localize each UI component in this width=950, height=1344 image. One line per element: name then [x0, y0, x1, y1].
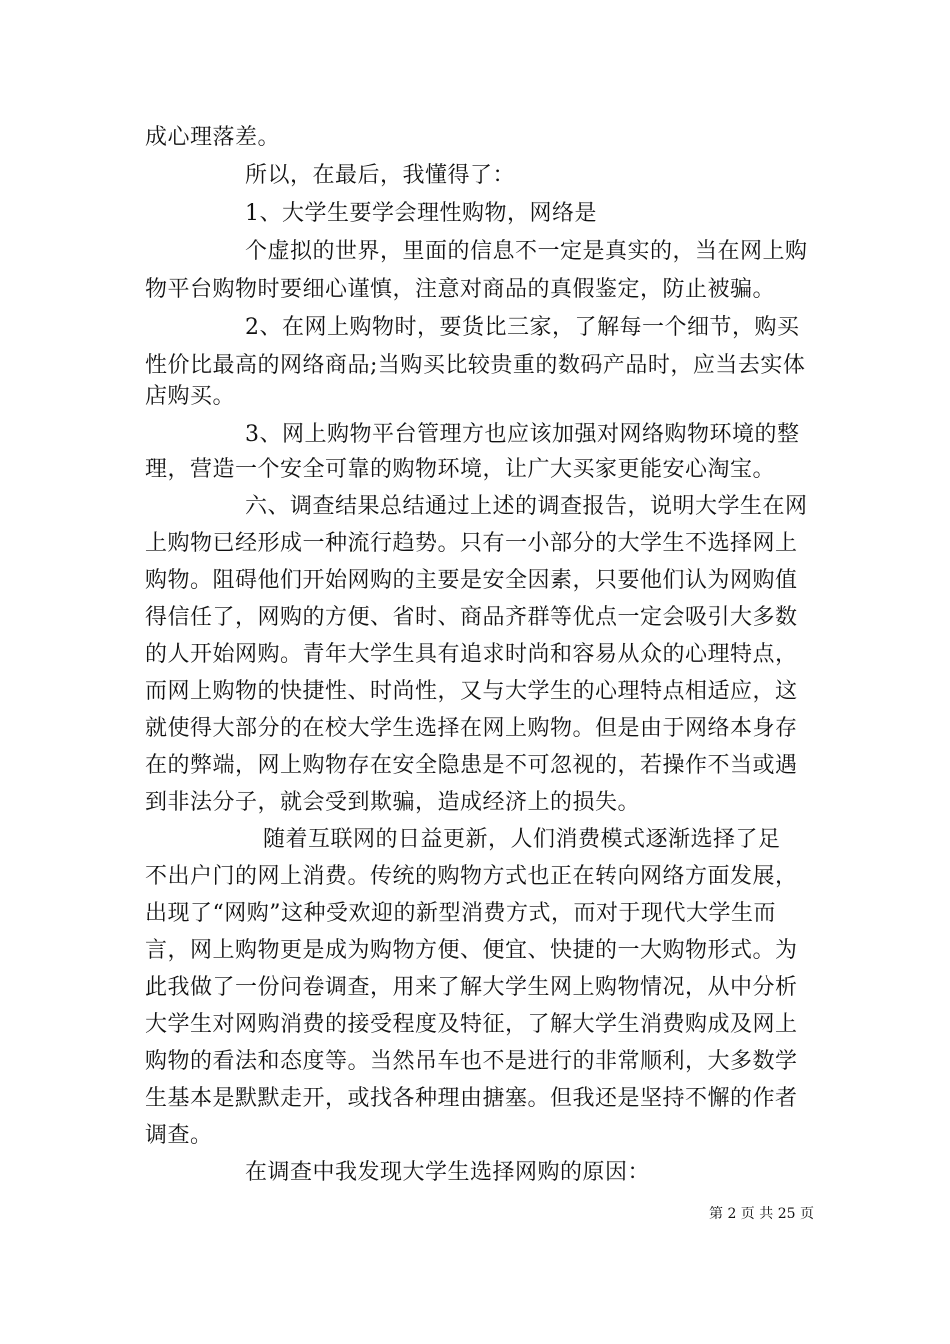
text-line: 物平台购物时要细心谨慎，注意对商品的真假鉴定，防止被骗。	[145, 277, 776, 302]
text-line: 大学生对网购消费的接受程度及特征，了解大学生消费购成及网上	[145, 1012, 798, 1037]
text-line: 此我做了一份问卷调查，用来了解大学生网上购物情况，从中分析	[145, 975, 798, 1000]
text-line: 的人开始网购。青年大学生具有追求时尚和容易从众的心理特点，	[145, 642, 798, 667]
text-line: 在调查中我发现大学生选择网购的原因：	[245, 1160, 651, 1185]
text-line: 购物。阻碍他们开始网购的主要是安全因素，只要他们认为网购值	[145, 568, 798, 593]
text-line: 随着互联网的日益更新，人们消费模式逐渐选择了足	[263, 827, 781, 852]
text-line: 3、网上购物平台管理方也应该加强对网络购物环境的整	[245, 422, 800, 447]
text-line: 理，营造一个安全可靠的购物环境，让广大买家更能安心淘宝。	[145, 457, 776, 482]
text-line: 成心理落差。	[145, 125, 281, 150]
text-line: 生基本是默默走开，或找各种理由搪塞。但我还是坚持不懈的作者	[145, 1086, 798, 1111]
text-line: 不出户门的网上消费。传统的购物方式也正在转向网络方面发展，	[145, 864, 798, 889]
text-line: 调查。	[145, 1123, 213, 1148]
text-line: 到非法分子，就会受到欺骗，造成经济上的损失。	[145, 790, 641, 815]
text-line: 店购买。	[145, 384, 236, 409]
text-line: 个虚拟的世界，里面的信息不一定是真实的，当在网上购	[245, 239, 808, 264]
text-line: 购物的看法和态度等。当然吊车也不是进行的非常顺利，大多数学	[145, 1049, 798, 1074]
text-line: 六、调查结果总结通过上述的调查报告，说明大学生在网	[245, 494, 808, 519]
text-line: 而网上购物的快捷性、时尚性，又与大学生的心理特点相适应，这	[145, 679, 798, 704]
text-line: 上购物已经形成一种流行趋势。只有一小部分的大学生不选择网上	[145, 531, 798, 556]
page-footer: 第 2 页 共 25 页	[709, 1206, 814, 1222]
text-line: 2、在网上购物时，要货比三家，了解每一个细节，购买	[245, 315, 800, 340]
text-line: 得信任了，网购的方便、省时、商品齐群等优点一定会吸引大多数	[145, 605, 798, 630]
text-line: 在的弊端，网上购物存在安全隐患是不可忽视的，若操作不当或遇	[145, 753, 798, 778]
text-line: 性价比最高的网络商品;当购买比较贵重的数码产品时，应当去实体	[145, 353, 806, 378]
text-line: 就使得大部分的在校大学生选择在网上购物。但是由于网络本身存	[145, 716, 798, 741]
text-line: 言，网上购物更是成为购物方便、便宜、快捷的一大购物形式。为	[145, 938, 798, 963]
text-line: 1、大学生要学会理性购物，网络是	[245, 201, 597, 226]
text-line: 所以，在最后，我懂得了：	[245, 163, 516, 188]
text-line: 出现了“网购”这种受欢迎的新型消费方式，而对于现代大学生而	[145, 901, 776, 926]
